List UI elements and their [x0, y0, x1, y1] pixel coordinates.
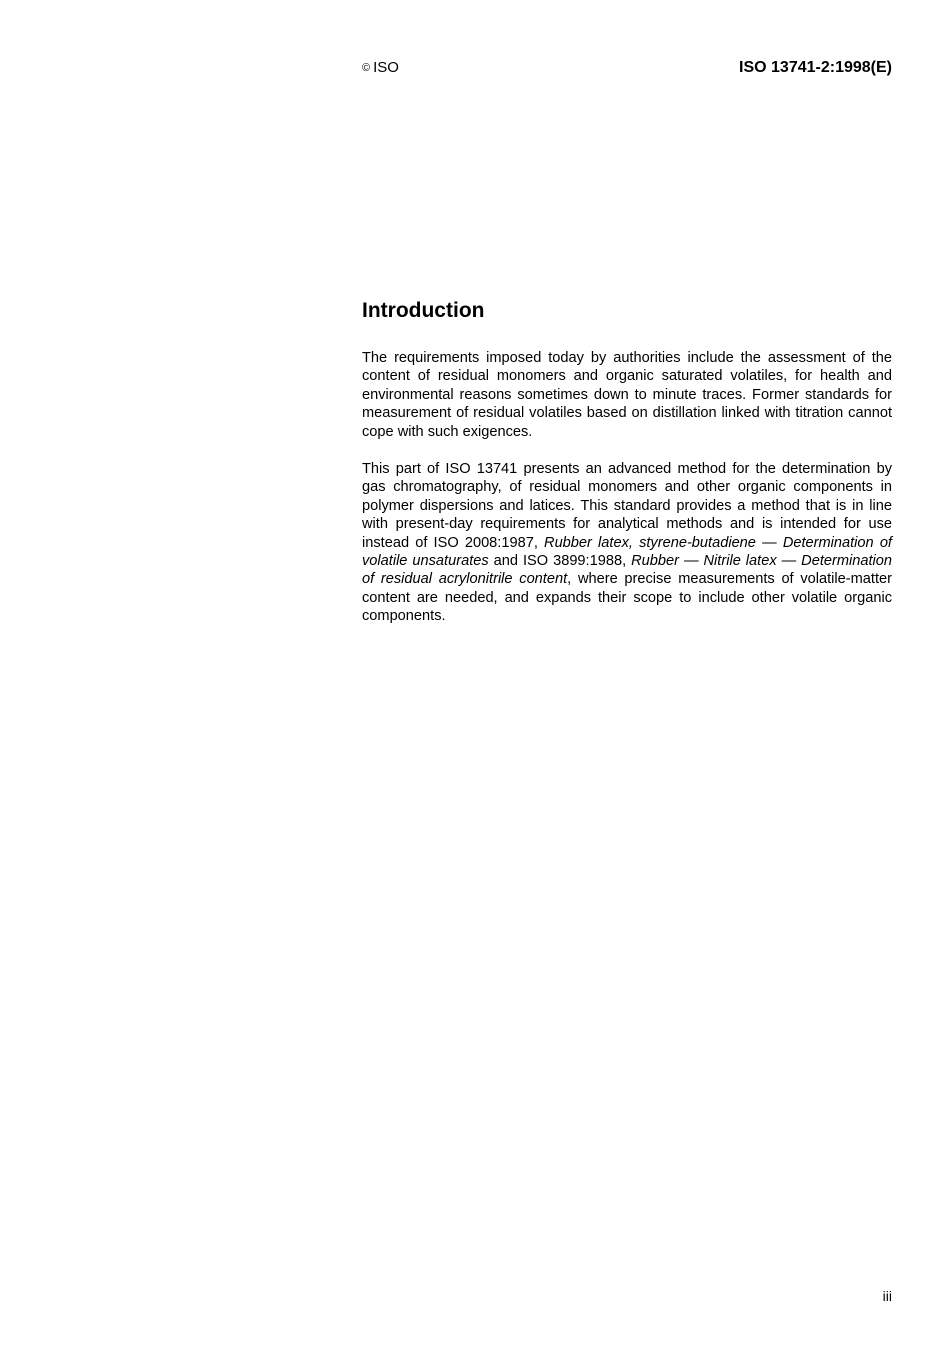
header-publisher: ISO [373, 59, 399, 76]
paragraph-2-text-3: , where precise measurements of volatile-matter content are needed, and expands their scope to include other volatile organic components. [362, 571, 892, 625]
section-title: Introduction [362, 299, 485, 322]
paragraph-2-text-2: and ISO 3899:1988, [488, 553, 632, 570]
intro-paragraph-2 [362, 460, 892, 626]
header-copyright [362, 59, 399, 77]
reference-title-iso-2008: Rubber latex, styrene-butadiene — Determination of volatile unsaturates [362, 534, 892, 570]
intro-paragraph-1: The requirements imposed today by authorities include the assessment of the content of residual monomers and organic saturated volatiles, for health and environmental reasons sometimes down to minute traces. Former standards for measurement of residual volatiles based on distillation linked with titration cannot cope with such exigences. [362, 350, 892, 440]
page-number: iii [882, 1288, 892, 1304]
header-standard-id: ISO 13741-2:1998(E) [739, 59, 892, 76]
copyright-symbol: © [362, 62, 371, 74]
reference-title-iso-3899: Rubber — Nitrile latex — Determination of residual acrylonitrile content [362, 553, 893, 588]
paragraph-2-text-1: This part of ISO 13741 presents an advanced method for the determination by gas chromatography, of residual monomers and other organic components in polymer dispersions and latices. This standard provides a method that is in line with present-day requirements for analytical methods and is intended for use instead of ISO 2008:1987, [362, 461, 892, 551]
